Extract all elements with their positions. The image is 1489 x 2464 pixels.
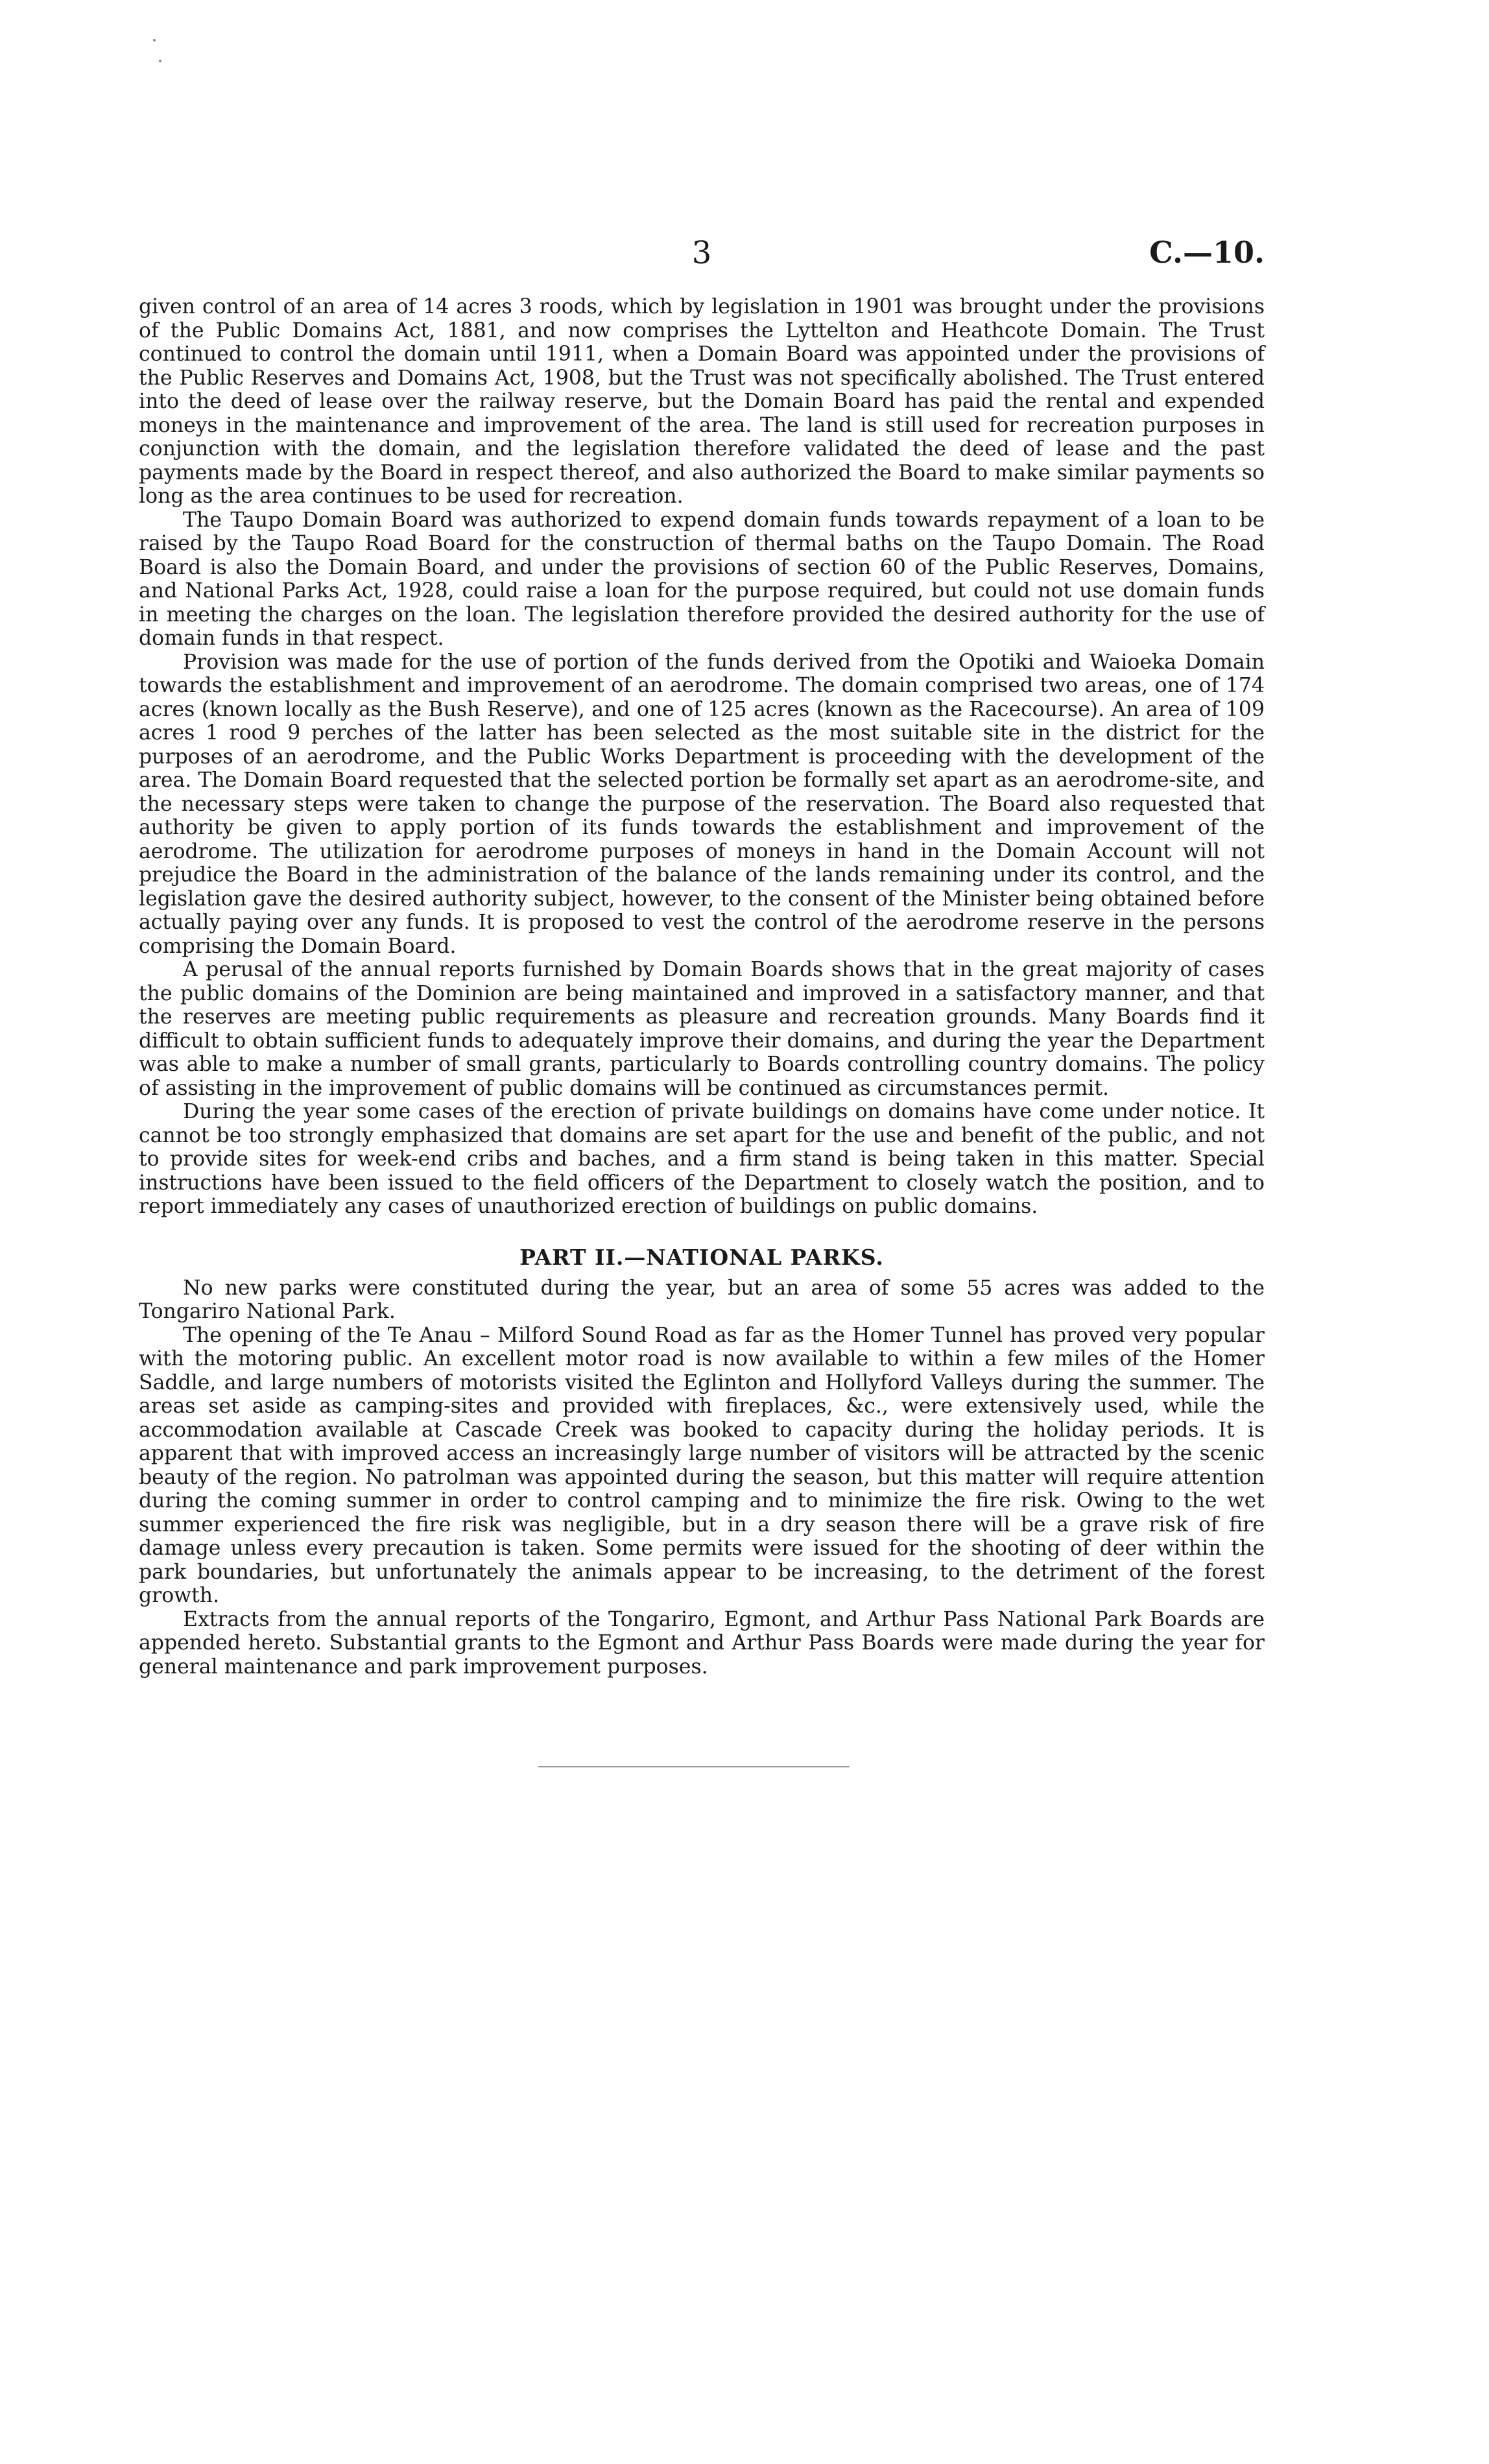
paragraph: Provision was made for the use of portion of the funds derived from the Opotiki and Waioeka Domain towards the establishment and improvement of an aerodrome. The domain comprised two areas, one of 174 acres (known locally as the Bush Reserve), and one of 125 acres (known as the Racecourse). An area of 109 acres 1 rood 9 perches of the latter has been selected as the most suitable site in the district for the purposes of an aerodrome, and the Public Works Department is proceeding with the development of the area. The Domain Board requested that the selected portion be formally set apart as an aerodrome-site, and the necessary steps were taken to change the purpose of the reservation. The Board also requested that authority be given to apply portion of its funds towards the establishment and improvement of the aerodrome. The utilization for aerodrome purposes of moneys in hand in the Domain Account will not prejudice the Board in the administration of the balance of the lands remaining under its control, and the legislation gave the desired authority subject, however, to the consent of the Minister being obtained before actually paying over any funds. It is proposed to vest the control of the aerodrome reserve in the persons comprising the Domain Board. xyxy=(139,650,1265,958)
paragraph: The Taupo Domain Board was authorized to expend domain funds towards repayment of a loan to be raised by the Taupo Road Board for the construction of thermal baths on the Taupo Domain. The Road Board is also the Domain Board, and under the provisions of section 60 of the Public Reserves, Domains, and National Parks Act, 1928, could raise a loan for the purpose required, but could not use domain funds in meeting the charges on the loan. The legislation therefore provided the desired authority for the use of domain funds in that respect. xyxy=(139,508,1265,650)
scan-speck xyxy=(159,60,161,62)
body-text xyxy=(139,295,1265,1679)
closing-rule xyxy=(538,1766,850,1767)
paragraph: given control of an area of 14 acres 3 roods, which by legislation in 1901 was brought under the provisions of the Public Domains Act, 1881, and now comprises the Lyttelton and Heathcote Domain. The Trust continued to control the domain until 1911, when a Domain Board was appointed under the provisions of the Public Reserves and Domains Act, 1908, but the Trust was not specifically abolished. The Trust entered into the deed of lease over the railway reserve, but the Domain Board has paid the rental and expended moneys in the maintenance and improvement of the area. The land is still used for recreation purposes in conjunction with the domain, and the legislation therefore validated the deed of lease and the past payments made by the Board in respect thereof, and also authorized the Board to make similar payments so long as the area continues to be used for recreation. xyxy=(139,295,1265,508)
page-header xyxy=(139,235,1265,280)
paragraph: During the year some cases of the erection of private buildings on domains have come under notice. It cannot be too strongly emphasized that domains are set apart for the use and benefit of the public, and not to provide sites for week-end cribs and baches, and a firm stand is being taken in this matter. Special instructions have been issued to the field officers of the Department to closely watch the position, and to report immediately any cases of unauthorized erection of buildings on public domains. xyxy=(139,1100,1265,1218)
paragraph: The opening of the Te Anau – Milford Sound Road as far as the Homer Tunnel has proved very popular with the motoring public. An excellent motor road is now available to within a few miles of the Homer Saddle, and large numbers of motorists visited the Eglinton and Hollyford Valleys during the summer. The areas set aside as camping-sites and provided with fireplaces, &c., were extensively used, while the accommodation available at Cascade Creek was booked to capacity during the holiday periods. It is apparent that with improved access an increasingly large number of visitors will be attracted by the scenic beauty of the region. No patrolman was appointed during the season, but this matter will require attention during the coming summer in order to control camping and to minimize the fire risk. Owing to the wet summer experienced the fire risk was negligible, but in a dry season there will be a grave risk of fire damage unless every precaution is taken. Some permits were issued for the shooting of deer within the park boundaries, but unfortunately the animals appear to be increasing, to the detriment of the forest growth. xyxy=(139,1323,1265,1607)
scan-speck xyxy=(153,39,156,42)
paragraph: Extracts from the annual reports of the Tongariro, Egmont, and Arthur Pass National Park Boards are appended hereto. Substantial grants to the Egmont and Arthur Pass Boards were made during the year for general maintenance and park improvement purposes. xyxy=(139,1607,1265,1679)
document-reference: C.—10. xyxy=(1149,235,1265,270)
paragraph: A perusal of the annual reports furnished by Domain Boards shows that in the great majority of cases the public domains of the Dominion are being maintained and improved in a satisfactory manner, and that the reserves are meeting public requirements as pleasure and recreation grounds. Many Boards find it difficult to obtain sufficient funds to adequately improve their domains, and during the year the Department was able to make a number of small grants, particularly to Boards controlling country domains. The policy of assisting in the improvement of public domains will be continued as circumstances permit. xyxy=(139,958,1265,1100)
page-number: 3 xyxy=(691,235,712,271)
section-heading: PART II.—NATIONAL PARKS. xyxy=(519,1244,884,1270)
paragraph: No new parks were constituted during the year, but an area of some 55 acres was added to the Tongariro National Park. xyxy=(139,1276,1265,1323)
